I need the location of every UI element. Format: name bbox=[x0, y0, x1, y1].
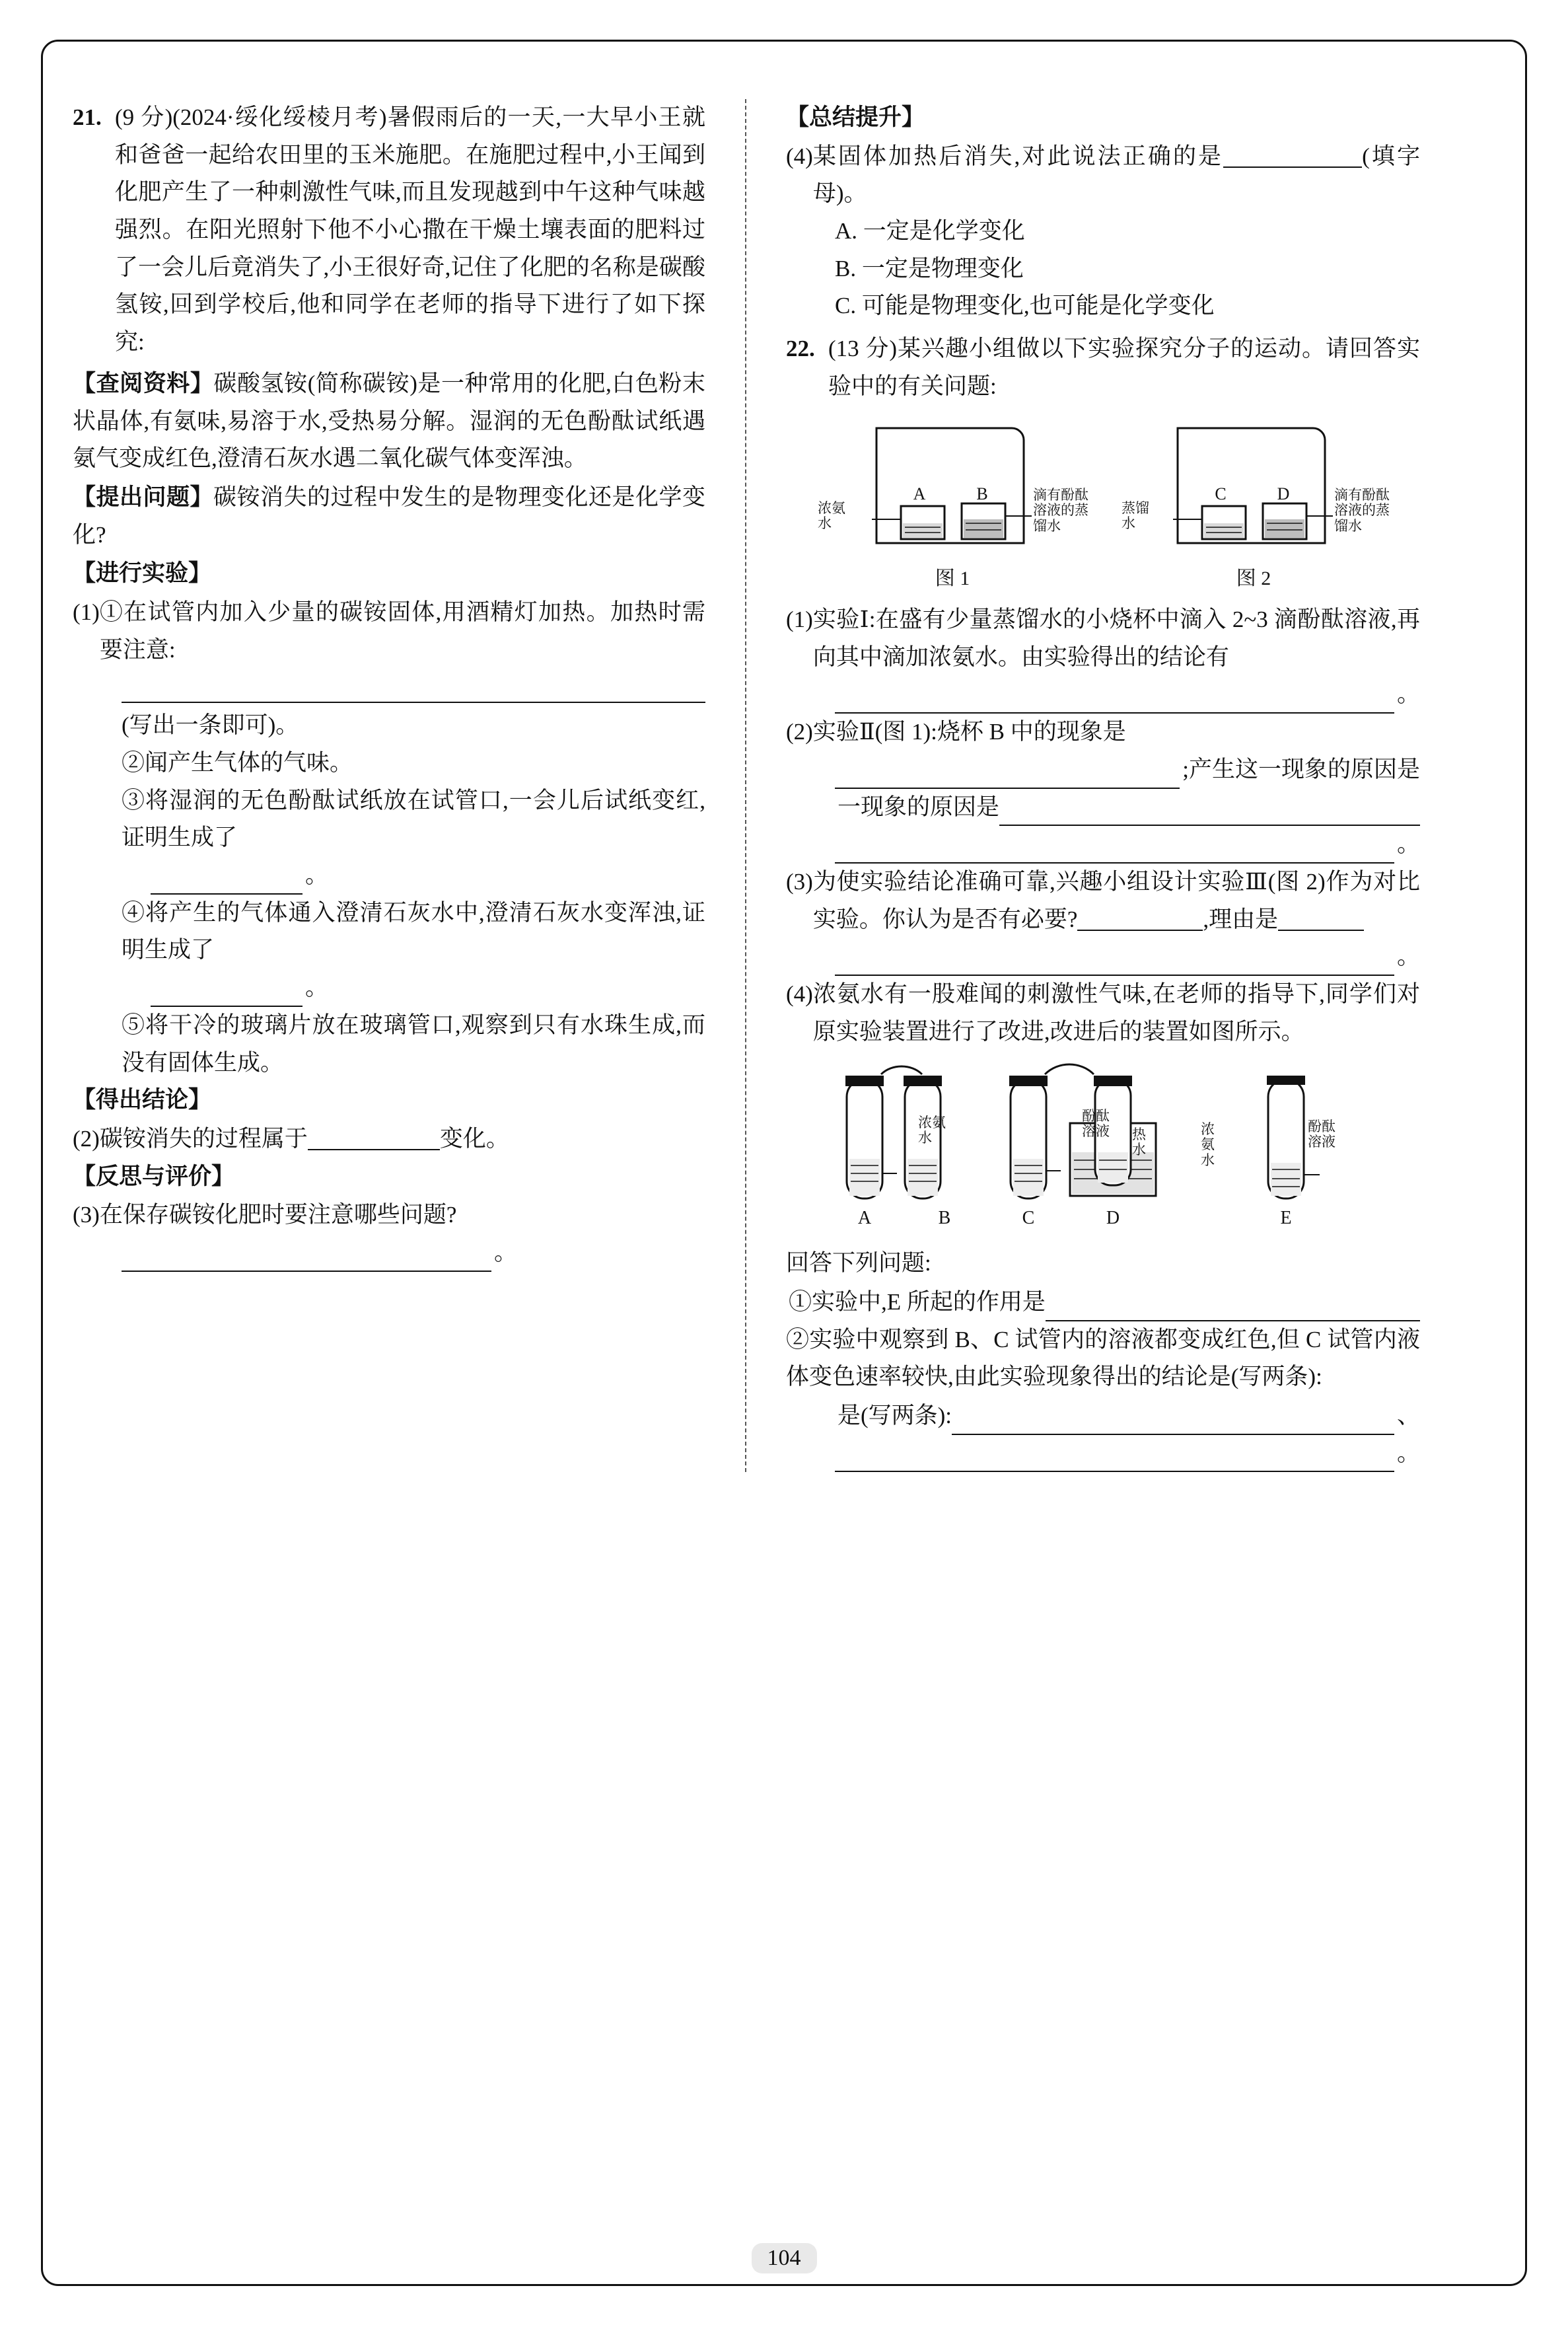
q22-item-4-label: (4) bbox=[786, 980, 813, 1007]
q22-item-2-text-a: 实验Ⅱ(图 1):烧杯 B 中的现象是 bbox=[812, 719, 1126, 745]
q21-section-conclusion-label: 【得出结论】 bbox=[73, 1087, 212, 1113]
q22-item-2-label: (2) bbox=[786, 719, 813, 745]
svg-text:B: B bbox=[938, 1208, 951, 1229]
page-number bbox=[0, 2243, 1568, 2273]
two-column-layout bbox=[73, 99, 1499, 1472]
q21-item-3-answer-row bbox=[122, 1234, 705, 1272]
figure-3-tube-a-label: 浓氨水 bbox=[918, 1115, 946, 1146]
q21-section-reference-text: 碳酸氢铵(简称碳铵)是一种常用的化肥,白色粉末状晶体,有氨味,易溶于水,受热易分解。湿润的无色酚酞试纸遇氨气变成红色,澄清石灰水遇二氧化碳气体变浑浊。 bbox=[73, 370, 705, 472]
q21-option-a[interactable]: A. 一定是化学变化 bbox=[835, 218, 1025, 244]
left-column bbox=[73, 99, 746, 1472]
q21-item-1-answer-row-3 bbox=[151, 969, 705, 1007]
q21-section-reflection-label: 【反思与评价】 bbox=[73, 1163, 235, 1189]
svg-text:C: C bbox=[1022, 1208, 1035, 1229]
q22-item-2-answer-line-2[interactable] bbox=[999, 795, 1420, 826]
q22-item-2 bbox=[786, 714, 1420, 751]
q21-item-1-answer-row-2 bbox=[151, 857, 705, 895]
q22-figure-1 bbox=[814, 414, 1091, 595]
q21-item-1-sub3: ③将湿润的无色酚酞试纸放在试管口,一会儿后试纸变红,证明生成了 bbox=[122, 787, 705, 851]
svg-text:A: A bbox=[913, 484, 926, 503]
q22-item-2-tail: 。 bbox=[1396, 831, 1420, 858]
q21-item-2-text-a: 碳铵消失的过程属于 bbox=[99, 1125, 308, 1152]
q22-item-3-text-b: ,理由是 bbox=[1203, 906, 1279, 932]
figure-3-tube-e-label: 酚酞溶液 bbox=[1308, 1119, 1336, 1150]
q21-item-1-sub4-tail: 。 bbox=[305, 975, 329, 1001]
q22-item-4 bbox=[786, 976, 1420, 1051]
q22-item-1-label: (1) bbox=[786, 607, 813, 633]
q22-item-2-answer-line-1[interactable] bbox=[835, 758, 1180, 789]
q21-item-1-answer-line-3[interactable] bbox=[151, 977, 303, 1007]
figure-3-tube-d-right-label: 浓氨水 bbox=[1201, 1121, 1215, 1168]
q21-section-reference-label: 【查阅资料】 bbox=[73, 370, 214, 396]
q21-item-1-label: (1) bbox=[73, 599, 100, 625]
q21-item-4 bbox=[786, 138, 1420, 213]
q22-sub-2-mark: 、 bbox=[1396, 1403, 1420, 1429]
q21-item-4-text bbox=[813, 138, 1420, 213]
q22-item-1 bbox=[786, 601, 1420, 676]
question-22-number: 22. bbox=[786, 336, 815, 362]
q22-sub-2-answer-line-2[interactable] bbox=[835, 1442, 1394, 1472]
q22-item-1-answer-line[interactable] bbox=[835, 683, 1394, 714]
q21-item-2-text bbox=[100, 1121, 705, 1158]
q21-item-1-sub1-tail: (写出一条即可)。 bbox=[122, 712, 299, 739]
q21-item-1-sub5: ⑤将干冷的玻璃片放在玻璃管口,观察到只有水珠生成,而没有固体生成。 bbox=[122, 1012, 705, 1076]
figure-2-right-label: 滴有酚酞溶液的蒸馏水 bbox=[1334, 486, 1390, 534]
q21-item-4-label: (4) bbox=[786, 143, 813, 169]
q22-item-2-answer-row-3 bbox=[835, 826, 1420, 864]
q22-item-3-tail: 。 bbox=[1396, 943, 1420, 970]
question-21-number: 21. bbox=[73, 104, 102, 130]
q22-item-1-tail: 。 bbox=[1396, 681, 1420, 708]
q21-section-reference bbox=[73, 365, 705, 478]
q21-item-3-label: (3) bbox=[73, 1202, 100, 1228]
figure-2-left-label: 蒸馏水 bbox=[1122, 499, 1149, 532]
q22-sub-2-row-1: 是(写两条): 、 bbox=[835, 1397, 1420, 1435]
q21-section-problem-label: 【提出问题】 bbox=[73, 484, 213, 510]
q22-item-1-text: 实验Ⅰ:在盛有少量蒸馏水的小烧杯中滴入 2~3 滴酚酞溶液,再向其中滴加浓氨水。由实验得出的结论有 bbox=[812, 607, 1420, 670]
q22-item-3-label: (3) bbox=[786, 868, 813, 895]
q22-sub-1-row bbox=[786, 1284, 1420, 1321]
svg-text:B: B bbox=[976, 484, 988, 503]
figure-3-tube-c-label: 酚酞溶液 bbox=[1082, 1108, 1110, 1140]
q21-item-1-sub3-tail: 。 bbox=[305, 862, 329, 889]
q21-option-c[interactable]: C. 可能是物理变化,也可能是化学变化 bbox=[835, 293, 1215, 319]
q22-item-3-text-a: 为使实验结论准确可靠,兴趣小组设计实验Ⅲ(图 2)作为对比实验。你认为是否有必要? bbox=[812, 868, 1420, 932]
q21-section-experiment-label: 【进行实验】 bbox=[73, 560, 212, 587]
q22-item-3-answer-row bbox=[835, 938, 1420, 976]
question-21 bbox=[73, 99, 705, 361]
figure-1-left-label: 浓氨水 bbox=[818, 499, 845, 532]
q21-item-4-blank[interactable] bbox=[1223, 143, 1362, 168]
figure-3-drawing bbox=[812, 1060, 1394, 1238]
svg-text:D: D bbox=[1277, 484, 1290, 503]
q21-section-problem bbox=[73, 479, 705, 554]
q21-item-1-sub2: ②闻产生气体的气味。 bbox=[122, 750, 353, 776]
q22-item-2-answer-row-2: 一现象的原因是 bbox=[835, 789, 1420, 827]
q22-answer-prompt: 回答下列问题: bbox=[786, 1250, 931, 1276]
q22-figure-2 bbox=[1115, 414, 1392, 595]
question-22 bbox=[786, 330, 1420, 405]
q21-item-2-text-b: 变化。 bbox=[439, 1125, 509, 1152]
q21-section-problem-text: 碳铵消失的过程中发生的是物理变化还是化学变化? bbox=[73, 484, 705, 548]
q22-item-3-blank-2[interactable] bbox=[1278, 906, 1364, 931]
q21-item-3-text: 在保存碳铵化肥时要注意哪些问题? bbox=[99, 1202, 457, 1228]
q21-item-4-text-a: 某固体加热后消失,对此说法正确的是 bbox=[812, 143, 1224, 169]
q22-item-1-answer-row bbox=[835, 676, 1420, 714]
q22-item-2-answer-line-3[interactable] bbox=[835, 833, 1394, 864]
svg-text:E: E bbox=[1280, 1208, 1292, 1229]
q21-item-1-answer-line-1[interactable] bbox=[122, 671, 705, 703]
q22-item-2-answer-row-1 bbox=[835, 751, 1420, 789]
q22-figure-1-2 bbox=[786, 414, 1420, 595]
svg-text:C: C bbox=[1215, 484, 1227, 503]
q22-sub-2-text: ②实验中观察到 B、C 试管内的溶液都变成红色,但 C 试管内液体变色速率较快,由此实验现象得出的结论是(写两条): bbox=[786, 1326, 1420, 1390]
q21-section-summary-label: 【总结提升】 bbox=[786, 104, 925, 130]
q22-item-3-text bbox=[813, 864, 1420, 938]
page-number-value: 104 bbox=[752, 2243, 817, 2273]
svg-text:D: D bbox=[1106, 1208, 1120, 1229]
question-21-stem: (9 分)(2024·绥化绥棱月考)暑假雨后的一天,一大早小王就和爸爸一起给农田里的玉米施肥。在施肥过程中,小王闻到化肥产生了一种刺激性气味,而且发现越到中午这种气味越强烈。在阳光照射下他不小心撒在干燥土壤表面的肥料过了一会儿后竟消失了,小王很好奇,记住了化肥的名称是碳酸氢铵,回到学校后,他和同学在老师的指导下进行了如下探究: bbox=[115, 104, 705, 355]
figure-1-drawing bbox=[814, 414, 1091, 559]
q21-item-2-blank[interactable] bbox=[308, 1125, 440, 1150]
q22-item-4-text: 浓氨水有一股难闻的刺激性气味,在老师的指导下,同学们对原实验装置进行了改进,改进后的装置如图所示。 bbox=[812, 980, 1420, 1045]
q22-item-3 bbox=[786, 864, 1420, 938]
figure-2-caption: 图 2 bbox=[1236, 567, 1271, 589]
q21-item-3-answer-line[interactable] bbox=[122, 1241, 491, 1272]
q21-item-2 bbox=[73, 1121, 705, 1158]
q21-item-1-answer-line-2[interactable] bbox=[151, 864, 303, 895]
q22-sub-1-text: ①实验中,E 所起的作用是 bbox=[789, 1289, 1046, 1315]
figure-3-tube-d-left-label: 热水 bbox=[1132, 1126, 1146, 1158]
q21-item-1 bbox=[73, 594, 705, 669]
q22-sub-2-row-2 bbox=[835, 1435, 1420, 1473]
q21-item-2-label: (2) bbox=[73, 1125, 100, 1152]
q21-item-4-text-b: (填字母)。 bbox=[812, 143, 1420, 207]
right-column bbox=[746, 99, 1420, 1472]
figure-2-drawing bbox=[1115, 414, 1392, 559]
q22-item-3-answer-line[interactable] bbox=[835, 945, 1394, 976]
q21-option-b[interactable]: B. 一定是物理变化 bbox=[835, 255, 1024, 281]
q21-item-1-sub1: ①在试管内加入少量的碳铵固体,用酒精灯加热。加热时需要注意: bbox=[99, 599, 705, 663]
figure-1-caption: 图 1 bbox=[935, 567, 970, 589]
q22-item-2-text-b: ;产生这一现象的原因是 bbox=[1182, 756, 1420, 782]
q22-sub-2-answer-line-1[interactable] bbox=[952, 1405, 1394, 1435]
q22-sub-1-answer-line[interactable] bbox=[1046, 1291, 1420, 1321]
q22-sub-2-tail: 。 bbox=[1396, 1440, 1420, 1466]
question-22-stem: (13 分)某兴趣小组做以下实验探究分子的运动。请回答实验中的有关问题: bbox=[828, 336, 1420, 399]
q21-item-3 bbox=[73, 1197, 705, 1234]
svg-text:A: A bbox=[857, 1208, 872, 1229]
q22-item-3-blank[interactable] bbox=[1077, 906, 1203, 931]
q21-item-3-tail: 。 bbox=[494, 1239, 518, 1265]
q21-item-1-sub4: ④将产生的气体通入澄清石灰水中,澄清石灰水变浑浊,证明生成了 bbox=[122, 899, 705, 963]
figure-1-right-label: 滴有酚酞溶液的蒸馏水 bbox=[1033, 486, 1088, 534]
